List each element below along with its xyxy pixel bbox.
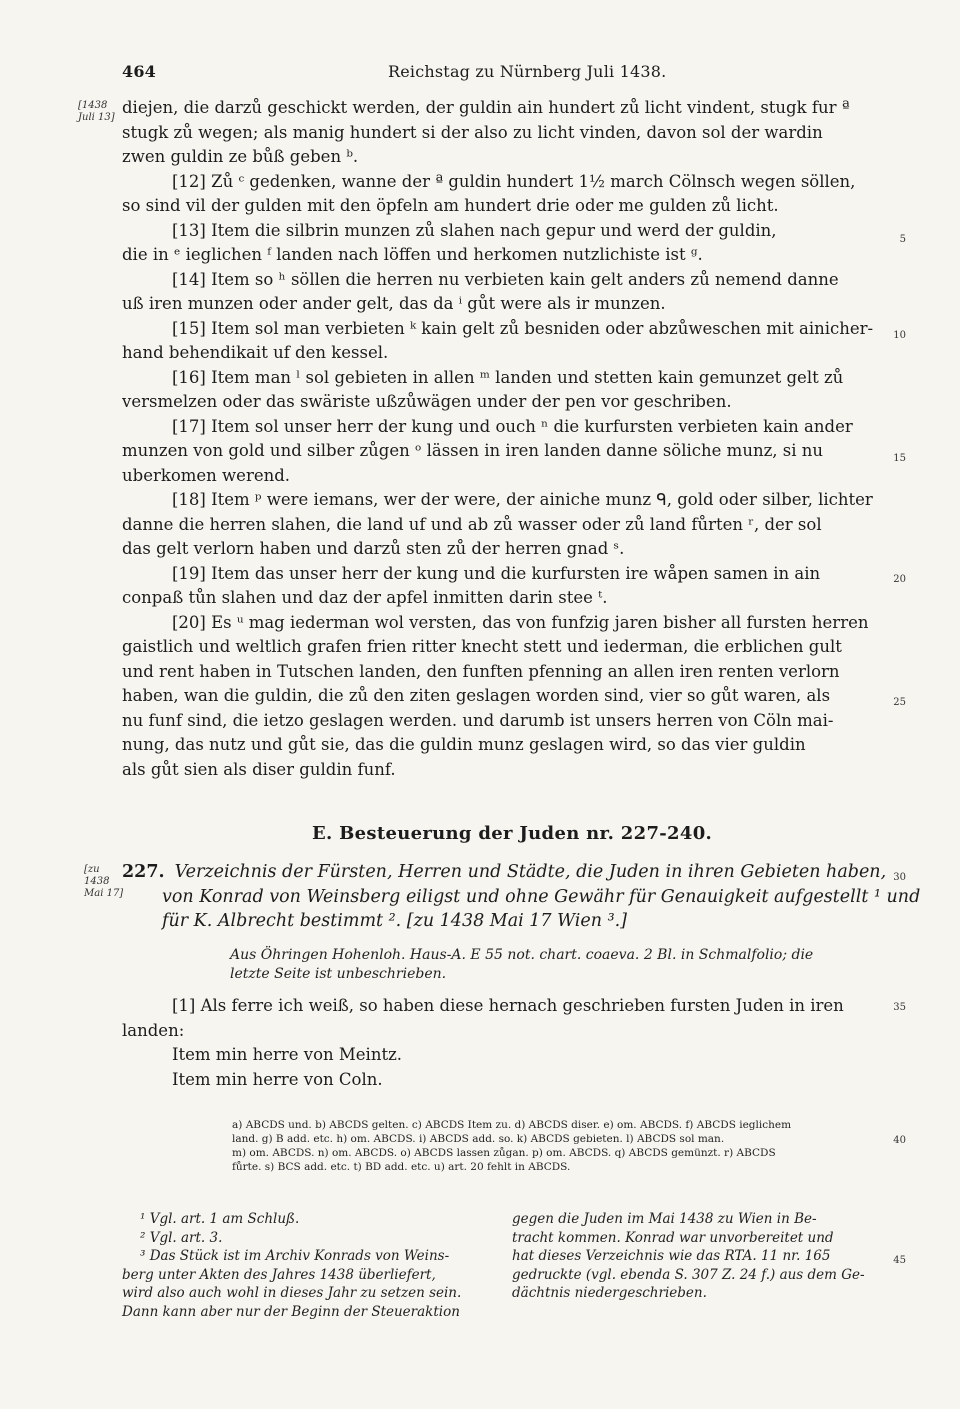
source-line: Aus Öhringen Hohenloh. Haus-A. E 55 not. chart. coaeva. 2 Bl. in Schmalfolio; die (230, 947, 814, 963)
text-line: diejen, die darzů geschickt werden, der guldin ain hundert zů licht vindent, stugk fur ª (122, 98, 850, 117)
text-line: versmelzen oder das swäriste ußzůwägen under der pen vor geschriben. (122, 392, 732, 411)
text-line: [14] Item so ʰ söllen die herren nu verbieten kain gelt anders zů nemend danne (172, 269, 839, 289)
text-line: und rent haben in Tutschen landen, den funften pfenning an allen iren renten verlorn (122, 661, 840, 681)
footnote-line: gegen die Juden im Mai 1438 zu Wien in Be- (512, 1211, 817, 1227)
text-line: haben, wan die guldin, die zů den ziten geslagen worden sind, vier so gůt waren, als (122, 686, 831, 705)
text-line: gaistlich und weltlich grafen frien ritter knecht stett und iederman, die erblichen gult (122, 637, 842, 656)
text-line: [16] Item man ˡ sol gebieten in allen ᵐ landen und stetten kain gemunzet gelt zů (172, 367, 844, 387)
footnote-line: ³ Das Stück ist im Archiv Konrads von Weins- (140, 1248, 450, 1264)
document-number: 227. (122, 862, 165, 882)
title-line: Verzeichnis der Fürsten, Herren und Städte, die Juden in ihren Gebieten haben, (174, 862, 887, 882)
text-line: Item min herre von Meintz. (172, 1045, 403, 1064)
line-number: 10 (893, 330, 906, 341)
text-line: als gůt sien als diser guldin funf. (122, 759, 396, 779)
text-line: hand behendikait uf den kessel. (122, 343, 389, 362)
line-number: 15 (893, 453, 906, 464)
text-line: nung, das nutz und gůt sie, das die guldin munz geslagen wird, so das vier guldin (122, 735, 806, 754)
text-line: landen: (122, 1020, 185, 1040)
footnote-line: dächtnis niedergeschrieben. (512, 1285, 707, 1301)
source-note (230, 946, 813, 984)
running-title: Reichstag zu Nürnberg Juli 1438. (388, 62, 667, 81)
source-line: letzte Seite ist unbeschrieben. (230, 966, 447, 982)
text-line: Item min herre von Coln. (172, 1069, 383, 1089)
footnote-line: Dann kann aber nur der Beginn der Steueraktion (122, 1303, 460, 1320)
footnote-line: hat dieses Verzeichnis wie das RTA. 11 nr. 165 (512, 1248, 831, 1264)
text-line: das gelt verlorn haben und darzů sten zů der herren gnad ˢ. (122, 539, 625, 558)
text-line: zwen guldin ze bůß geben ᵇ. (122, 147, 359, 166)
text-line: [17] Item sol unser herr der kung und ouch ⁿ die kurfursten verbieten kain ander (172, 416, 853, 436)
footnote-line: gedruckte (vgl. ebenda S. 307 Z. 24 f.) aus dem Ge- (512, 1266, 865, 1283)
text-line: [19] Item das unser herr der kung und die kurfursten ire wåpen samen in ain (172, 563, 821, 583)
body-text (122, 96, 882, 782)
section-heading: E. Besteuerung der Juden nr. 227-240. (312, 823, 713, 844)
text-line: [12] Zů ᶜ gedenken, wanne der ª guldin hundert 1½ march Cölnsch wegen söllen, (172, 171, 856, 191)
apparatus-line: land. g) B add. etc. h) om. ABCDS. i) ABCDS add. so. k) ABCDS gebieten. l) ABCDS sol man. (232, 1133, 725, 1145)
text-line: so sind vil der gulden mit den öpfeln am hundert drie oder me gulden zů licht. (122, 196, 779, 215)
margin-date-note-doc: [zu 1438 Mai 17] (84, 864, 124, 899)
footnotes-left (122, 1210, 461, 1321)
footnote-line: ¹ Vgl. art. 1 am Schluß. (140, 1211, 300, 1227)
line-number: 5 (899, 234, 906, 245)
critical-apparatus (232, 1118, 791, 1174)
footnote-line: berg unter Akten des Jahres 1438 überliefert, (122, 1266, 436, 1283)
text-line: munzen von gold und silber zůgen ᵒ lässen in iren landen danne söliche munz, si nu (122, 441, 823, 460)
apparatus-line: a) ABCDS und. b) ABCDS gelten. c) ABCDS Item zu. d) ABCDS diser. e) om. ABCDS. f) ABCDS ieglichem (232, 1119, 792, 1131)
text-line: uß iren munzen oder ander gelt, das da ⁱ gůt were als ir munzen. (122, 294, 666, 313)
apparatus-line: fůrte. s) BCS add. etc. t) BD add. etc. u) art. 20 fehlt in ABCDS. (232, 1161, 571, 1173)
line-number: 40 (893, 1135, 906, 1146)
line-number: 20 (893, 574, 906, 585)
text-line: uberkomen werend. (122, 465, 291, 485)
text-line: die in ᵉ ieglichen ᶠ landen nach löffen und herkomen nutzlichiste ist ᵍ. (122, 245, 703, 264)
text-line: danne die herren slahen, die land uf und ab zů wasser oder zů land fůrten ʳ, der sol (122, 514, 822, 534)
document-text (122, 994, 882, 1092)
page-number: 464 (122, 62, 156, 81)
title-line: für K. Albrecht bestimmt ². [zu 1438 Mai 17 Wien ³.] (162, 911, 627, 931)
text-line: [15] Item sol man verbieten ᵏ kain gelt zů besniden oder abzůweschen mit ainicher- (172, 318, 874, 338)
text-line: conpaß tůn slahen und daz der apfel inmitten darin stee ᵗ. (122, 588, 608, 607)
line-number: 25 (893, 697, 906, 708)
line-number: 35 (893, 1002, 906, 1013)
text-line: [18] Item ᵖ were iemans, wer der were, der ainiche munz ᑫ, gold oder silber, lichter (172, 490, 873, 509)
apparatus-line: m) om. ABCDS. n) om. ABCDS. o) ABCDS lassen zůgan. p) om. ABCDS. q) ABCDS gemünzt. r) ABCDS (232, 1147, 776, 1159)
footnote-line: ² Vgl. art. 3. (140, 1229, 223, 1246)
text-line: stugk zů wegen; als manig hundert si der also zu licht vinden, davon sol der wardin (122, 122, 823, 142)
title-line: von Konrad von Weinsberg eiligst und ohne Gewähr für Genauigkeit aufgestellt ¹ und (162, 886, 921, 907)
line-number: 45 (893, 1255, 906, 1266)
text-line: [1] Als ferre ich weiß, so haben diese hernach geschrieben fursten Juden in iren (172, 996, 844, 1015)
footnote-line: wird also auch wohl in dieses Jahr zu setzen sein. (122, 1285, 462, 1301)
text-line: [13] Item die silbrin munzen zů slahen nach gepur und werd der guldin, (172, 220, 777, 240)
line-number: 30 (893, 872, 906, 883)
footnote-line: tracht kommen. Konrad war unvorbereitet und (512, 1229, 834, 1246)
margin-date-note: [1438 Juli 13] (78, 100, 115, 123)
footnotes-right (512, 1210, 865, 1303)
text-line: [20] Es ᵘ mag iederman wol versten, das von funfzig jaren bisher all fursten herren (172, 612, 869, 632)
text-line: nu funf sind, die ietzo geslagen werden. und darumb ist unsers herren von Cöln mai- (122, 710, 834, 730)
